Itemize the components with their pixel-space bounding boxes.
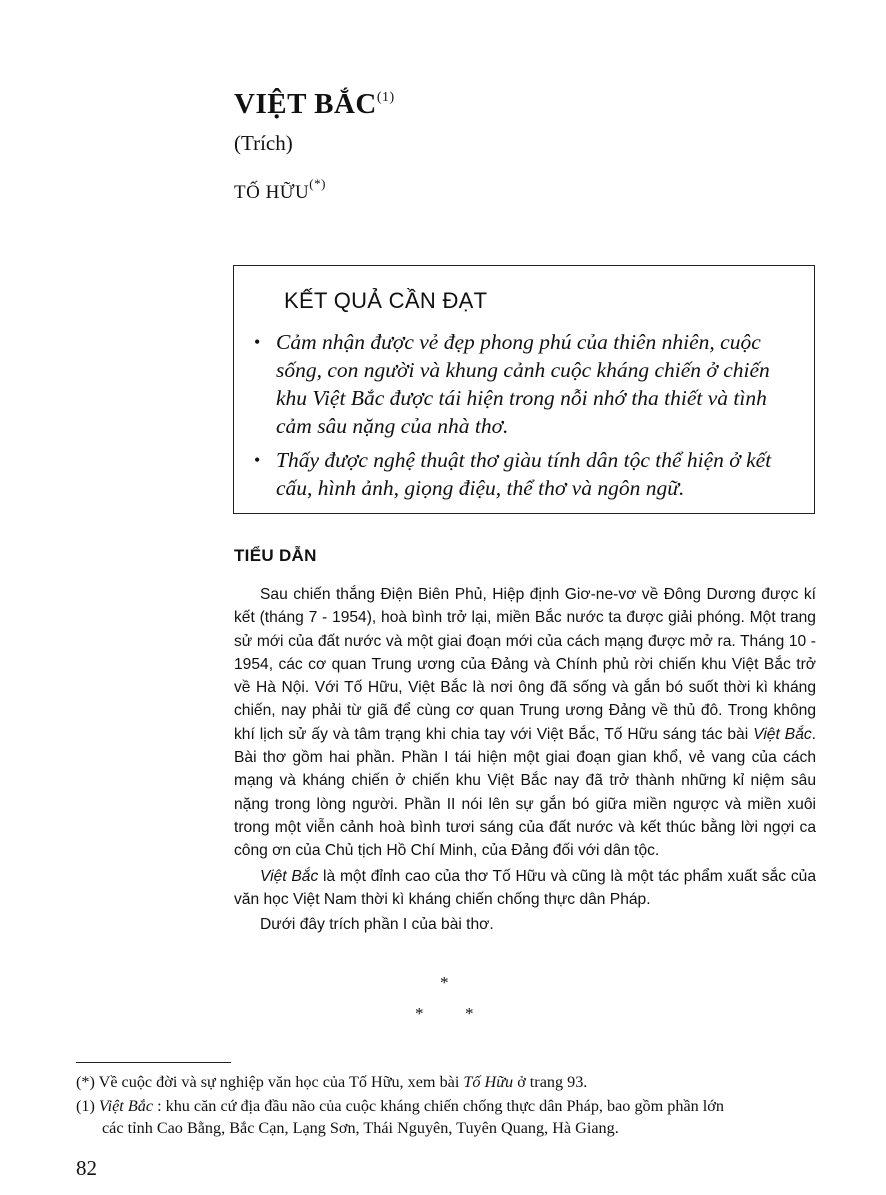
- goals-heading: KẾT QUẢ CẦN ĐẠT: [284, 288, 488, 313]
- title-footnote-ref: (1): [376, 90, 395, 105]
- text-run: là một đỉnh cao của thơ Tố Hữu và cũng là một tác phẩm xuất sắc của văn học Việt Nam thời kì kháng chiến chống thực dân Pháp.: [234, 867, 816, 908]
- footnote-marker: (*): [76, 1073, 95, 1091]
- title-text: VIỆT BẮC: [234, 88, 377, 120]
- intro-paragraph: [234, 583, 816, 863]
- intro-body: [234, 583, 816, 938]
- footnote-divider: [76, 1062, 231, 1063]
- author: [234, 176, 326, 204]
- goal-text: Cảm nhận được vẻ đẹp phong phú của thiên nhiên, cuộc sống, con người và khung cảnh cuộc kháng chiến ở chiến khu Việt Bắc được tái hiện trong nỗi nhớ tha thiết và tình cảm sâu nặng của nhà thơ.: [276, 330, 770, 438]
- goal-item: [254, 446, 804, 502]
- text-run: . Bài thơ gồm hai phần. Phần I tái hiện một giai đoạn gian khổ, vẻ vang của cách mạng và kháng chiến ở chiến khu Việt Bắc nay đã trở thành những kỉ niệm sâu nặng trong lòng người. Phần II nói lên sự gắn bó giữa miền ngược và miền xuôi trong một viễn cảnh hoà bình tươi sáng của đất nước và kết thúc bằng lời ngợi ca công ơn của Chủ tịch Hồ Chí Minh, của Đảng đối với dân tộc.: [234, 725, 817, 860]
- text-run: : khu căn cứ địa đầu não của cuộc kháng chiến chống thực dân Pháp, bao gồm phần lớn: [153, 1097, 724, 1115]
- intro-paragraph: [234, 865, 816, 912]
- subtitle: (Trích): [234, 131, 293, 155]
- poem-title-italic: Việt Bắc: [753, 725, 812, 743]
- poem-title-italic: Việt Bắc: [260, 867, 319, 885]
- text-run: Về cuộc đời và sự nghiệp văn học của Tố Hữu, xem bài: [98, 1073, 464, 1091]
- text-run: Sau chiến thắng Điện Biên Phủ, Hiệp định Giơ-ne-vơ về Đông Dương được kí kết (tháng 7 - 1954), hoà bình trở lại, miền Bắc nước ta được giải phóng. Một trang sử mới của đất nước và một giai đoạn mới của cách mạng được mở ra. Tháng 10 - 1954, các cơ quan Trung ương của Đảng và Chính phủ rời chiến khu Việt Bắc trở về Hà Nội. Với Tố Hữu, Việt Bắc là nơi ông đã sống và gắn bó suốt thời kì kháng chiến, nay phải từ giã để cùng cơ quan Trung ương Đảng về thủ đô. Trong không khí lịch sử ấy và tâm trạng khi chia tay với Việt Bắc, Tố Hữu sáng tác bài: [234, 586, 816, 743]
- learning-goals-box: [233, 265, 815, 514]
- footnote-marker: (1): [76, 1097, 95, 1115]
- footnote-author: [76, 1071, 817, 1093]
- goals-list: [254, 328, 804, 508]
- footnotes: [76, 1071, 817, 1141]
- page-number: 82: [76, 1156, 97, 1180]
- author-footnote-ref: (*): [309, 176, 326, 191]
- bullet-icon: •: [254, 332, 261, 352]
- asterism-star-right: *: [465, 1004, 474, 1023]
- author-name: TỐ HỮU: [234, 182, 310, 203]
- text-run-italic: Việt Bắc: [98, 1097, 154, 1115]
- page-title: [234, 88, 395, 121]
- asterism-star-left: *: [415, 1004, 424, 1023]
- intro-heading: TIỂU DẪN: [234, 546, 317, 565]
- intro-paragraph: Dưới đây trích phần I của bài thơ.: [260, 916, 494, 934]
- bullet-icon: •: [254, 450, 261, 470]
- footnote-title: [76, 1095, 817, 1139]
- text-run: các tỉnh Cao Bằng, Bắc Cạn, Lạng Sơn, Thái Nguyên, Tuyên Quang, Hà Giang.: [102, 1119, 619, 1137]
- goal-text: Thấy được nghệ thuật thơ giàu tính dân tộc thể hiện ở kết cấu, hình ảnh, giọng điệu, thể thơ và ngôn ngữ.: [276, 448, 772, 500]
- text-run-italic: Tố Hữu: [463, 1073, 514, 1091]
- asterism-star-top: *: [440, 973, 449, 992]
- goal-item: [254, 328, 804, 440]
- text-run: ở trang 93.: [513, 1073, 588, 1091]
